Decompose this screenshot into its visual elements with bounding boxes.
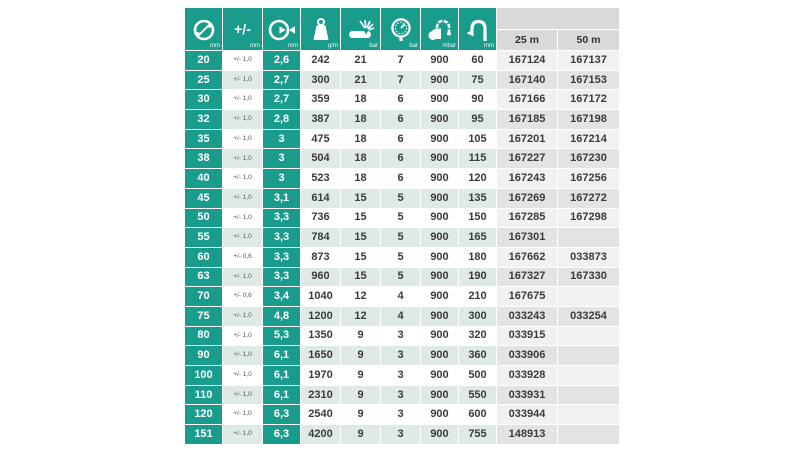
weight-cell: 1650 [301, 346, 340, 365]
burst-pressure-cell: 15 [341, 268, 380, 287]
table-row [185, 287, 619, 306]
article-number-50m-cell [558, 425, 619, 444]
diameter-cell: 38 [185, 149, 222, 168]
vacuum-cell: 900 [421, 51, 458, 70]
icon-header-row [185, 8, 619, 29]
diameter-cell: 60 [185, 248, 222, 267]
bend-radius-cell: 500 [459, 366, 496, 385]
diameter-cell: 120 [185, 405, 222, 424]
working-pressure-cell: 6 [381, 110, 420, 129]
tolerance-cell: +/- 1,0 [223, 366, 262, 385]
working-pressure-cell: 3 [381, 327, 420, 346]
vacuum-cell: 900 [421, 307, 458, 326]
outer-diameter-header [185, 8, 222, 50]
wall-thickness-cell: 6,1 [263, 346, 300, 365]
article-number-25m-cell: 033931 [497, 386, 557, 405]
weight-cell: 1350 [301, 327, 340, 346]
unit-label: mm [250, 43, 260, 49]
table-row [185, 149, 619, 168]
diameter-cell: 30 [185, 90, 222, 109]
burst-pressure-cell: 15 [341, 209, 380, 228]
unit-label: mm [484, 43, 494, 49]
working-pressure-cell: 4 [381, 307, 420, 326]
burst-pressure-cell: 9 [341, 386, 380, 405]
diameter-cell: 100 [185, 366, 222, 385]
article-number-50m-cell [558, 366, 619, 385]
wall-thickness-cell: 3 [263, 130, 300, 149]
burst-pressure-header [341, 8, 380, 50]
bend-radius-cell: 120 [459, 169, 496, 188]
wall-thickness-cell: 3,3 [263, 209, 300, 228]
article-number-50m-cell: 167256 [558, 169, 619, 188]
diameter-cell: 25 [185, 71, 222, 90]
diameter-cell: 80 [185, 327, 222, 346]
wall-thickness-cell: 3,3 [263, 228, 300, 247]
plus-minus-label: +/- [234, 21, 251, 37]
article-number-50m-cell: 167330 [558, 268, 619, 287]
working-pressure-cell: 6 [381, 149, 420, 168]
article-number-25m-cell: 167124 [497, 51, 557, 70]
table-row [185, 110, 619, 129]
article-number-25m-cell: 167269 [497, 189, 557, 208]
weight-cell: 2310 [301, 386, 340, 405]
bend-radius-cell: 95 [459, 110, 496, 129]
weight-cell: 960 [301, 268, 340, 287]
wall-thickness-cell: 6,3 [263, 425, 300, 444]
diameter-cell: 45 [185, 189, 222, 208]
weight-cell: 736 [301, 209, 340, 228]
diameter-cell: 32 [185, 110, 222, 129]
weight-cell: 523 [301, 169, 340, 188]
article-number-50m-cell: 167214 [558, 130, 619, 149]
vacuum-cell: 900 [421, 209, 458, 228]
tolerance-cell: +/- 1,0 [223, 149, 262, 168]
working-pressure-cell: 3 [381, 386, 420, 405]
table-row [185, 307, 619, 326]
vacuum-cell: 900 [421, 149, 458, 168]
tolerance-cell: +/- 0,6 [223, 248, 262, 267]
tolerance-cell: +/- 1,0 [223, 110, 262, 129]
burst-pressure-cell: 21 [341, 51, 380, 70]
table-row [185, 386, 619, 405]
wall-thickness-cell: 2,7 [263, 90, 300, 109]
wall-thickness-cell: 2,8 [263, 110, 300, 129]
weight-cell: 614 [301, 189, 340, 208]
weight-icon [307, 17, 335, 43]
article-number-25m-cell: 167201 [497, 130, 557, 149]
burst-pressure-cell: 21 [341, 71, 380, 90]
table-row [185, 130, 619, 149]
table-row [185, 327, 619, 346]
article-number-25m-cell: 167301 [497, 228, 557, 247]
tolerance-cell: +/- 1,0 [223, 169, 262, 188]
article-number-25m-cell: 167285 [497, 209, 557, 228]
diameter-cell: 50 [185, 209, 222, 228]
tolerance-header [223, 8, 262, 50]
table-row [185, 366, 619, 385]
outer-diameter-icon [190, 17, 218, 43]
length-column-25m: 25 m [497, 30, 557, 51]
article-number-50m-cell: 167153 [558, 71, 619, 90]
vacuum-header [421, 8, 458, 50]
article-number-50m-cell: 167137 [558, 51, 619, 70]
burst-pressure-cell: 9 [341, 425, 380, 444]
bend-radius-cell: 190 [459, 268, 496, 287]
table-row [185, 346, 619, 365]
vacuum-cell: 900 [421, 169, 458, 188]
article-number-25m-cell: 033243 [497, 307, 557, 326]
burst-pressure-cell: 9 [341, 346, 380, 365]
wall-thickness-cell: 2,6 [263, 51, 300, 70]
article-number-25m-cell: 167227 [497, 149, 557, 168]
vacuum-cell: 900 [421, 110, 458, 129]
working-pressure-cell: 5 [381, 189, 420, 208]
working-pressure-cell: 3 [381, 366, 420, 385]
burst-pressure-cell: 12 [341, 287, 380, 306]
article-number-50m-cell [558, 228, 619, 247]
burst-pressure-cell: 18 [341, 110, 380, 129]
article-number-50m-cell: 033873 [558, 248, 619, 267]
bend-radius-cell: 150 [459, 209, 496, 228]
tolerance-cell: +/- 1,0 [223, 346, 262, 365]
article-number-50m-cell [558, 327, 619, 346]
article-number-25m-cell: 167327 [497, 268, 557, 287]
vacuum-cell: 900 [421, 405, 458, 424]
wall-thickness-cell: 2,7 [263, 71, 300, 90]
weight-cell: 873 [301, 248, 340, 267]
weight-cell: 475 [301, 130, 340, 149]
article-number-50m-cell: 167272 [558, 189, 619, 208]
weight-cell: 784 [301, 228, 340, 247]
bend-radius-cell: 600 [459, 405, 496, 424]
wall-thickness-cell: 3 [263, 169, 300, 188]
burst-pressure-cell: 9 [341, 366, 380, 385]
table-row [185, 90, 619, 109]
article-number-25m-cell: 033944 [497, 405, 557, 424]
working-pressure-cell: 7 [381, 51, 420, 70]
working-pressure-cell: 5 [381, 268, 420, 287]
tolerance-cell: +/- 1,0 [223, 228, 262, 247]
vacuum-cell: 900 [421, 386, 458, 405]
bend-radius-cell: 115 [459, 149, 496, 168]
working-pressure-cell: 5 [381, 228, 420, 247]
weight-cell: 300 [301, 71, 340, 90]
burst-pressure-cell: 9 [341, 405, 380, 424]
vacuum-cell: 900 [421, 248, 458, 267]
bend-radius-cell: 180 [459, 248, 496, 267]
vacuum-cell: 900 [421, 327, 458, 346]
wall-thickness-cell: 6,3 [263, 405, 300, 424]
diameter-cell: 63 [185, 268, 222, 287]
article-number-50m-cell [558, 287, 619, 306]
table-row [185, 189, 619, 208]
weight-cell: 359 [301, 90, 340, 109]
burst-pressure-cell: 18 [341, 169, 380, 188]
bend-radius-cell: 210 [459, 287, 496, 306]
article-number-25m-cell: 167243 [497, 169, 557, 188]
vacuum-cell: 900 [421, 228, 458, 247]
tolerance-cell: +/- 1,0 [223, 327, 262, 346]
diameter-cell: 151 [185, 425, 222, 444]
diameter-cell: 75 [185, 307, 222, 326]
wall-thickness-cell: 6,1 [263, 366, 300, 385]
vacuum-cell: 900 [421, 90, 458, 109]
unit-label: mbar [442, 43, 456, 49]
table-row [185, 169, 619, 188]
article-number-50m-cell: 167298 [558, 209, 619, 228]
article-number-25m-cell: 033906 [497, 346, 557, 365]
bend-radius-cell: 105 [459, 130, 496, 149]
bend-radius-header [459, 8, 496, 50]
bend-radius-cell: 320 [459, 327, 496, 346]
burst-pressure-cell: 9 [341, 327, 380, 346]
article-number-50m-cell: 167198 [558, 110, 619, 129]
article-number-50m-cell: 033254 [558, 307, 619, 326]
diameter-cell: 70 [185, 287, 222, 306]
vacuum-cell: 900 [421, 71, 458, 90]
spec-table-body [185, 51, 619, 444]
article-number-50m-cell: 167230 [558, 149, 619, 168]
tolerance-cell: +/- 1,0 [223, 386, 262, 405]
tolerance-cell: +/- 1,0 [223, 268, 262, 287]
working-pressure-cell: 6 [381, 90, 420, 109]
working-pressure-cell: 3 [381, 346, 420, 365]
working-pressure-cell: 5 [381, 209, 420, 228]
article-number-25m-cell: 167140 [497, 71, 557, 90]
wall-thickness-cell: 6,1 [263, 386, 300, 405]
bend-radius-icon [464, 17, 492, 43]
bend-radius-cell: 300 [459, 307, 496, 326]
wall-thickness-cell: 5,3 [263, 327, 300, 346]
pressure-header [381, 8, 420, 50]
working-pressure-cell: 7 [381, 71, 420, 90]
diameter-cell: 110 [185, 386, 222, 405]
table-row [185, 209, 619, 228]
wall-thickness-cell: 3 [263, 149, 300, 168]
table-row [185, 405, 619, 424]
burst-pressure-cell: 18 [341, 130, 380, 149]
wall-thickness-icon [268, 17, 296, 43]
table-row [185, 51, 619, 70]
wall-thickness-cell: 3,1 [263, 189, 300, 208]
working-pressure-cell: 4 [381, 287, 420, 306]
working-pressure-cell: 6 [381, 169, 420, 188]
article-number-25m-cell: 167166 [497, 90, 557, 109]
tolerance-cell: +/- 1,0 [223, 130, 262, 149]
hose-spec-table [184, 7, 620, 445]
table-row [185, 248, 619, 267]
length-column-50m: 50 m [558, 30, 619, 51]
weight-cell: 2540 [301, 405, 340, 424]
unit-label: bar [409, 43, 418, 49]
tolerance-cell: +/- 1,0 [223, 71, 262, 90]
wall-thickness-cell: 3,3 [263, 248, 300, 267]
bend-radius-cell: 60 [459, 51, 496, 70]
unit-label: mm [288, 43, 298, 49]
weight-cell: 1200 [301, 307, 340, 326]
article-number-50m-cell: 167172 [558, 90, 619, 109]
working-pressure-cell: 6 [381, 130, 420, 149]
vacuum-cell: 900 [421, 287, 458, 306]
article-number-25m-cell: 148913 [497, 425, 557, 444]
burst-pressure-cell: 12 [341, 307, 380, 326]
wall-thickness-cell: 3,3 [263, 268, 300, 287]
article-number-50m-cell [558, 405, 619, 424]
wall-thickness-cell: 3,4 [263, 287, 300, 306]
article-number-25m-cell: 167185 [497, 110, 557, 129]
bend-radius-cell: 135 [459, 189, 496, 208]
tolerance-cell: +/- 1,0 [223, 51, 262, 70]
unit-label: bar [369, 43, 378, 49]
bend-radius-cell: 165 [459, 228, 496, 247]
vacuum-cell: 900 [421, 268, 458, 287]
article-number-band: · · · · · [497, 8, 619, 29]
burst-pressure-cell: 18 [341, 149, 380, 168]
weight-cell: 242 [301, 51, 340, 70]
wall-thickness-cell: 4,8 [263, 307, 300, 326]
table-row [185, 71, 619, 90]
diameter-cell: 20 [185, 51, 222, 70]
unit-label: mm [210, 43, 220, 49]
burst-pressure-cell: 15 [341, 248, 380, 267]
table-row [185, 268, 619, 287]
table-row [185, 425, 619, 444]
tolerance-cell: +/- 0,6 [223, 287, 262, 306]
weight-header [301, 8, 340, 50]
article-number-25m-cell: 033915 [497, 327, 557, 346]
weight-cell: 504 [301, 149, 340, 168]
burst-pressure-cell: 15 [341, 228, 380, 247]
diameter-cell: 55 [185, 228, 222, 247]
wall-thickness-header [263, 8, 300, 50]
article-number-50m-cell [558, 346, 619, 365]
vacuum-cell: 900 [421, 130, 458, 149]
burst-pressure-cell: 18 [341, 90, 380, 109]
tolerance-cell: +/- 1,0 [223, 90, 262, 109]
working-pressure-cell: 3 [381, 425, 420, 444]
weight-cell: 4200 [301, 425, 340, 444]
vacuum-cell: 900 [421, 425, 458, 444]
tolerance-cell: +/- 1,0 [223, 405, 262, 424]
working-pressure-cell: 5 [381, 248, 420, 267]
unit-label: g/m [327, 43, 338, 49]
tolerance-cell: +/- 1,0 [223, 209, 262, 228]
working-pressure-cell: 3 [381, 405, 420, 424]
weight-cell: 1040 [301, 287, 340, 306]
tolerance-cell: +/- 1,0 [223, 307, 262, 326]
vacuum-cell: 900 [421, 346, 458, 365]
weight-cell: 1970 [301, 366, 340, 385]
article-number-25m-cell: 033928 [497, 366, 557, 385]
burst-pressure-icon [347, 17, 375, 43]
vacuum-cell: 900 [421, 189, 458, 208]
table-row [185, 228, 619, 247]
bend-radius-cell: 360 [459, 346, 496, 365]
diameter-cell: 40 [185, 169, 222, 188]
bend-radius-cell: 550 [459, 386, 496, 405]
pressure-gauge-icon [387, 17, 415, 43]
article-number-25m-cell: 167662 [497, 248, 557, 267]
vacuum-icon [426, 17, 454, 43]
article-number-50m-cell [558, 386, 619, 405]
article-number-25m-cell: 167675 [497, 287, 557, 306]
bend-radius-cell: 90 [459, 90, 496, 109]
diameter-cell: 90 [185, 346, 222, 365]
tolerance-cell: +/- 1,0 [223, 189, 262, 208]
weight-cell: 387 [301, 110, 340, 129]
vacuum-cell: 900 [421, 366, 458, 385]
bend-radius-cell: 75 [459, 71, 496, 90]
tolerance-cell: +/- 1,0 [223, 425, 262, 444]
burst-pressure-cell: 15 [341, 189, 380, 208]
bend-radius-cell: 755 [459, 425, 496, 444]
diameter-cell: 35 [185, 130, 222, 149]
